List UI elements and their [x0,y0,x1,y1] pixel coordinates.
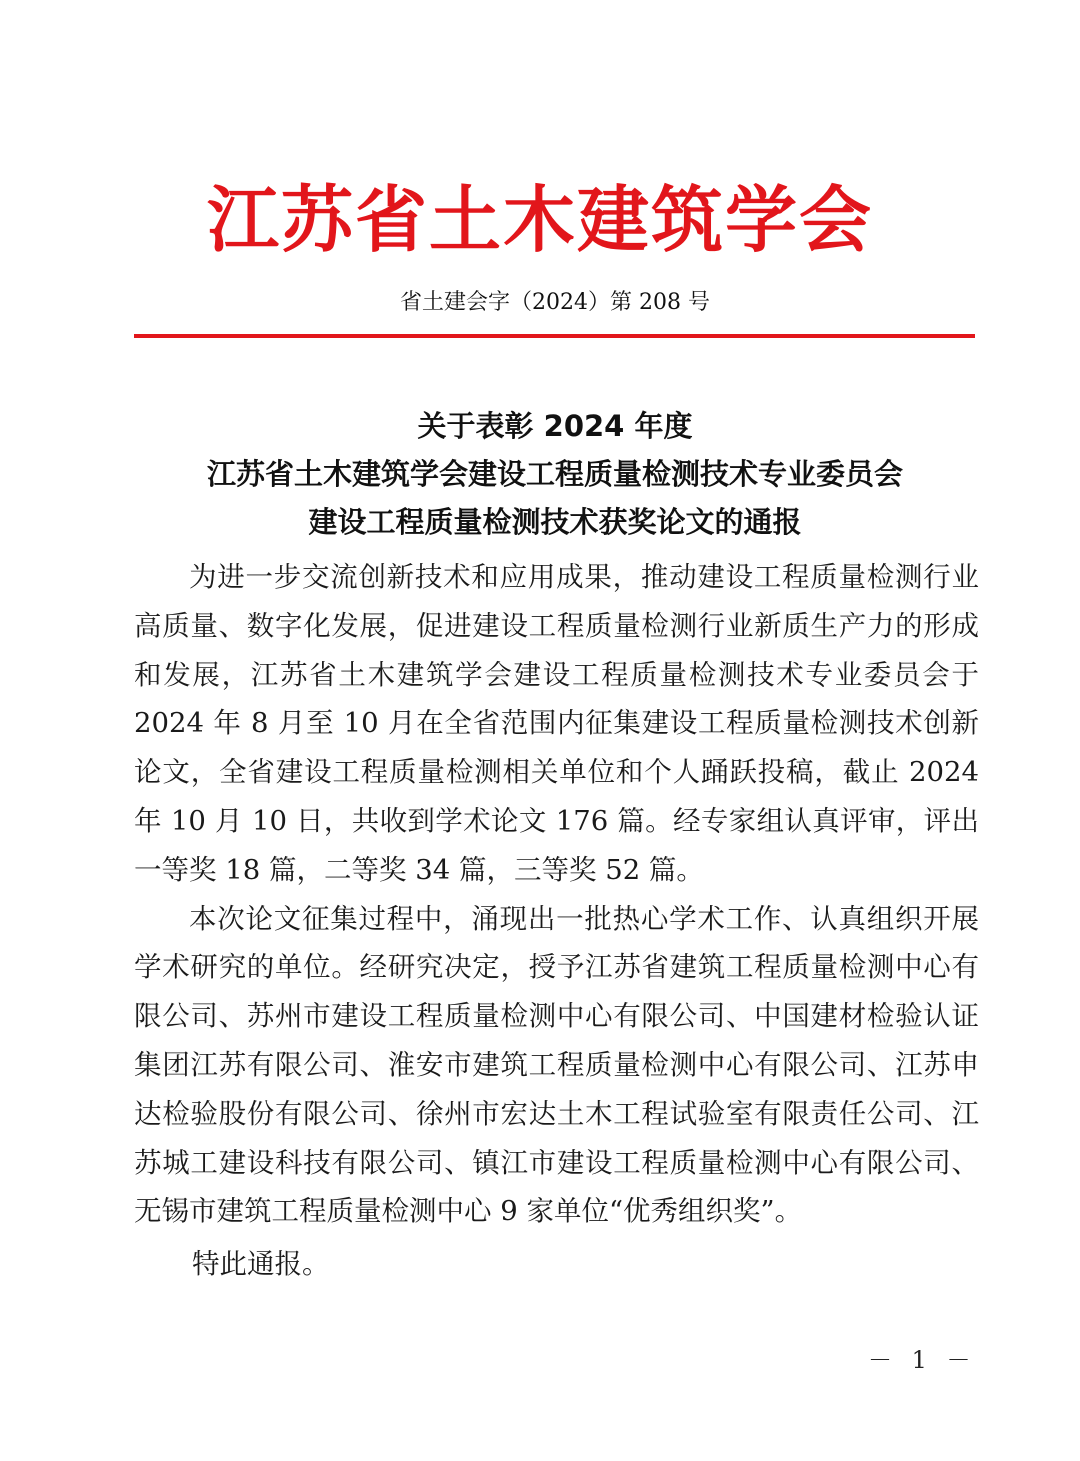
title-line-3: 建设工程质量检测技术获奖论文的通报 [308,505,802,539]
body-paragraph-2: 本次论文征集过程中，涌现出一批热心学术工作、认真组织开展学术研究的单位。经研究决定，授予江苏省建筑工程质量检测中心有限公司、苏州市建设工程质量检测中心有限公司、中国建材检验认证集团江苏有限公司、淮安市建筑工程质量检测中心有限公司、江苏申达检验股份有限公司、徐州市宏达土木工程试验室有限责任公司、江苏城工建设科技有限公司、镇江市建设工程质量检测中心有限公司、无锡市建筑工程质量检测中心 9 家单位“优秀组织奖”。 [134,902,979,1228]
document-title [100,402,1010,546]
title-line-1: 关于表彰 2024 年度 [417,409,693,443]
closing-remark: 特此通报。 [192,1248,330,1280]
page-number: － 1 － [868,1346,977,1374]
body-paragraph-1: 为进一步交流创新技术和应用成果，推动建设工程质量检测行业高质量、数字化发展，促进建设工程质量检测行业新质生产力的形成和发展，江苏省土木建筑学会建设工程质量检测技术专业委员会于 2024 年 8 月至 10 月在全省范围内征集建设工程质量检测技术创新论文，全省建设工程质量检测相关单位和个人踊跃投稿，截止 2024 年 10 月 10 日，共收到学术论文 176 篇。经专家组认真评审，评出一等奖 18 篇，二等奖 34 篇，三等奖 52 篇。 [134,561,979,886]
title-line-2: 江苏省土木建筑学会建设工程质量检测技术专业委员会 [206,457,903,491]
document-body [134,553,979,1236]
organization-letterhead: 江苏省土木建筑学会 [206,177,873,262]
document-number: 省土建会字（2024）第 208 号 [400,290,710,315]
red-divider-line [134,334,975,338]
